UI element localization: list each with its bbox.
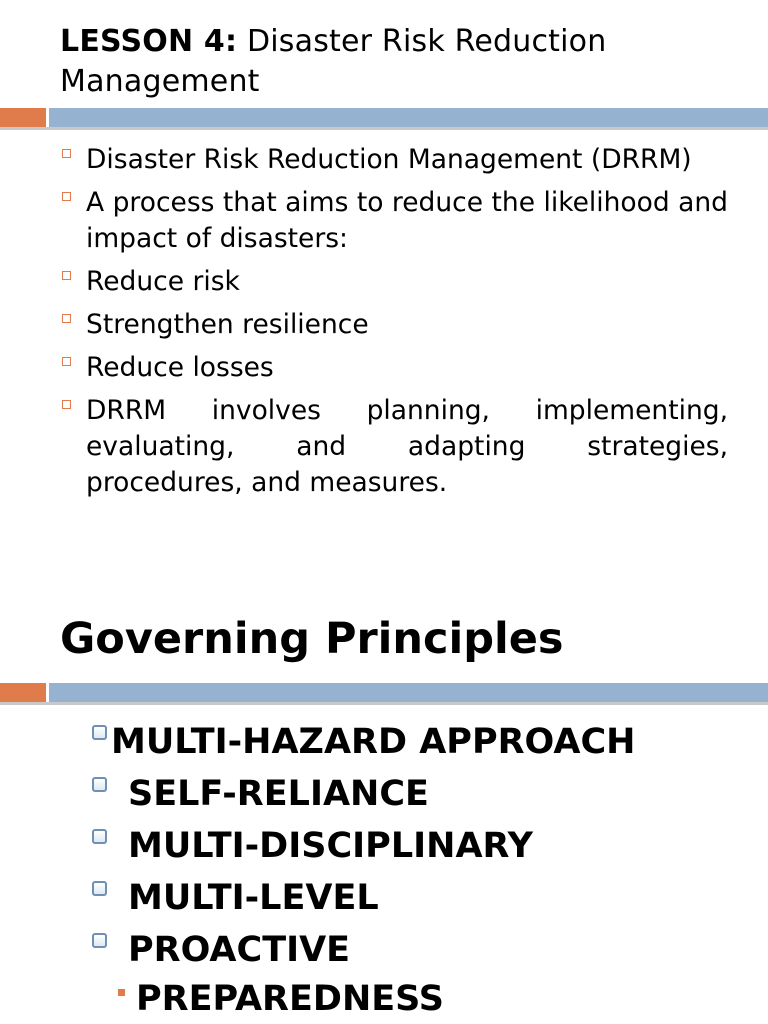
list-item bbox=[92, 924, 635, 976]
divider-orange-block bbox=[0, 683, 46, 702]
bullet-text: Disaster Risk Reduction Management (DRRM) bbox=[86, 144, 692, 175]
principle-label: PROACTIVE bbox=[128, 930, 351, 970]
bullet-text: Strengthen resilience bbox=[86, 309, 369, 340]
divider-blue-block bbox=[49, 108, 768, 127]
small-square-bullet-icon bbox=[118, 989, 125, 996]
square-bullet-icon bbox=[62, 314, 71, 323]
divider-shadow-line bbox=[0, 702, 768, 705]
list-item bbox=[60, 393, 728, 501]
lesson-title-text: Disaster Risk Reduction Management bbox=[60, 24, 607, 99]
governing-principles-title: Governing Principles bbox=[60, 614, 564, 664]
sub-item-label: PREPAREDNESS bbox=[136, 979, 444, 1019]
principles-list bbox=[92, 716, 635, 976]
checkbox-bullet-icon bbox=[92, 777, 107, 792]
square-bullet-icon bbox=[62, 400, 71, 409]
bullet-text: DRRM involves planning, implementing, evaluating, and adapting strategies, procedures, and measures. bbox=[86, 395, 728, 498]
principle-label: MULTI-DISCIPLINARY bbox=[128, 826, 533, 866]
lesson-label: LESSON 4: bbox=[60, 24, 238, 59]
divider-shadow-line bbox=[0, 127, 768, 130]
list-item bbox=[92, 872, 635, 924]
drrm-bullet-list bbox=[60, 142, 728, 508]
checkbox-bullet-icon bbox=[92, 881, 107, 896]
list-item bbox=[60, 185, 728, 257]
list-item bbox=[92, 820, 635, 872]
list-item bbox=[92, 716, 635, 768]
list-item bbox=[60, 307, 728, 343]
bullet-text: A process that aims to reduce the likelihood and impact of disasters: bbox=[86, 187, 728, 254]
list-item bbox=[60, 142, 728, 178]
list-item bbox=[60, 264, 728, 300]
list-item bbox=[60, 350, 728, 386]
sub-item-preparedness bbox=[118, 974, 444, 1024]
checkbox-bullet-icon bbox=[92, 933, 107, 948]
divider-orange-block bbox=[0, 108, 46, 127]
principle-label: SELF-RELIANCE bbox=[128, 774, 429, 814]
principle-label: MULTI-HAZARD APPROACH bbox=[111, 722, 636, 762]
section-divider-bar bbox=[0, 679, 768, 709]
lesson-title bbox=[60, 22, 750, 102]
bullet-text: Reduce risk bbox=[86, 266, 240, 297]
title-divider-bar bbox=[0, 104, 768, 134]
checkbox-bullet-icon bbox=[92, 829, 107, 844]
divider-blue-block bbox=[49, 683, 768, 702]
square-bullet-icon bbox=[62, 149, 71, 158]
square-bullet-icon bbox=[62, 271, 71, 280]
principle-label: MULTI-LEVEL bbox=[128, 878, 379, 918]
checkbox-bullet-icon bbox=[92, 725, 107, 740]
list-item bbox=[92, 768, 635, 820]
square-bullet-icon bbox=[62, 192, 71, 201]
square-bullet-icon bbox=[62, 357, 71, 366]
bullet-text: Reduce losses bbox=[86, 352, 274, 383]
